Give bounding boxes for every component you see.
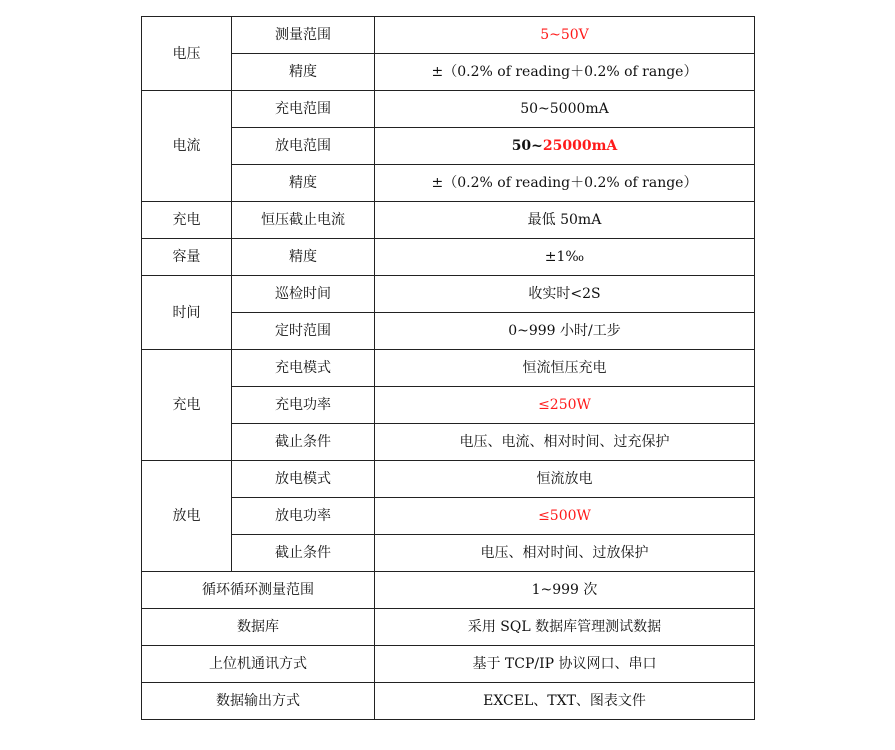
param-label: 数据输出方式 — [142, 683, 375, 720]
group-discharge: 放电 — [142, 461, 232, 572]
param-label: 恒压截止电流 — [232, 202, 375, 239]
table-row — [142, 276, 755, 313]
table-row — [142, 387, 755, 424]
group-time: 时间 — [142, 276, 232, 350]
table-row — [142, 646, 755, 683]
param-value — [375, 128, 755, 165]
table-row — [142, 572, 755, 609]
param-label: 巡检时间 — [232, 276, 375, 313]
param-value: 电压、相对时间、过放保护 — [375, 535, 755, 572]
value-prefix: 50~ — [511, 138, 543, 154]
param-label: 截止条件 — [232, 535, 375, 572]
param-label: 精度 — [232, 239, 375, 276]
table-row — [142, 350, 755, 387]
param-value: ±（0.2% of reading＋0.2% of range） — [375, 165, 755, 202]
table-row — [142, 461, 755, 498]
param-value: ±1‰ — [375, 239, 755, 276]
param-label: 充电模式 — [232, 350, 375, 387]
param-value: 采用 SQL 数据库管理测试数据 — [375, 609, 755, 646]
table-row — [142, 609, 755, 646]
param-value: 电压、电流、相对时间、过充保护 — [375, 424, 755, 461]
table-row — [142, 54, 755, 91]
group-current: 电流 — [142, 91, 232, 202]
param-value: ±（0.2% of reading＋0.2% of range） — [375, 54, 755, 91]
param-label: 精度 — [232, 54, 375, 91]
param-value: 恒流放电 — [375, 461, 755, 498]
param-label: 上位机通讯方式 — [142, 646, 375, 683]
table-row — [142, 165, 755, 202]
param-label: 充电功率 — [232, 387, 375, 424]
param-label: 放电模式 — [232, 461, 375, 498]
table-row — [142, 313, 755, 350]
param-label: 测量范围 — [232, 17, 375, 54]
param-value: 恒流恒压充电 — [375, 350, 755, 387]
param-label: 放电范围 — [232, 128, 375, 165]
group-voltage: 电压 — [142, 17, 232, 91]
param-label: 定时范围 — [232, 313, 375, 350]
group-charge: 充电 — [142, 350, 232, 461]
table-row — [142, 202, 755, 239]
table-row — [142, 683, 755, 720]
param-label: 循环循环测量范围 — [142, 572, 375, 609]
group-charge-cutoff: 充电 — [142, 202, 232, 239]
table-row — [142, 91, 755, 128]
param-value: 5~50V — [375, 17, 755, 54]
table-row — [142, 498, 755, 535]
table-row — [142, 535, 755, 572]
group-capacity: 容量 — [142, 239, 232, 276]
param-label: 放电功率 — [232, 498, 375, 535]
value-highlight: 25000mA — [542, 138, 618, 154]
param-value: 最低 50mA — [375, 202, 755, 239]
table-row — [142, 128, 755, 165]
spec-table — [141, 16, 755, 720]
param-label: 截止条件 — [232, 424, 375, 461]
param-label: 精度 — [232, 165, 375, 202]
table-row — [142, 17, 755, 54]
param-value: ≤500W — [375, 498, 755, 535]
param-value: 50~5000mA — [375, 91, 755, 128]
table-row — [142, 424, 755, 461]
param-label: 充电范围 — [232, 91, 375, 128]
param-value: 基于 TCP/IP 协议网口、串口 — [375, 646, 755, 683]
param-value: 1~999 次 — [375, 572, 755, 609]
param-value: EXCEL、TXT、图表文件 — [375, 683, 755, 720]
param-label: 数据库 — [142, 609, 375, 646]
param-value: ≤250W — [375, 387, 755, 424]
table-row — [142, 239, 755, 276]
param-value: 0~999 小时/工步 — [375, 313, 755, 350]
param-value: 收实时<2S — [375, 276, 755, 313]
